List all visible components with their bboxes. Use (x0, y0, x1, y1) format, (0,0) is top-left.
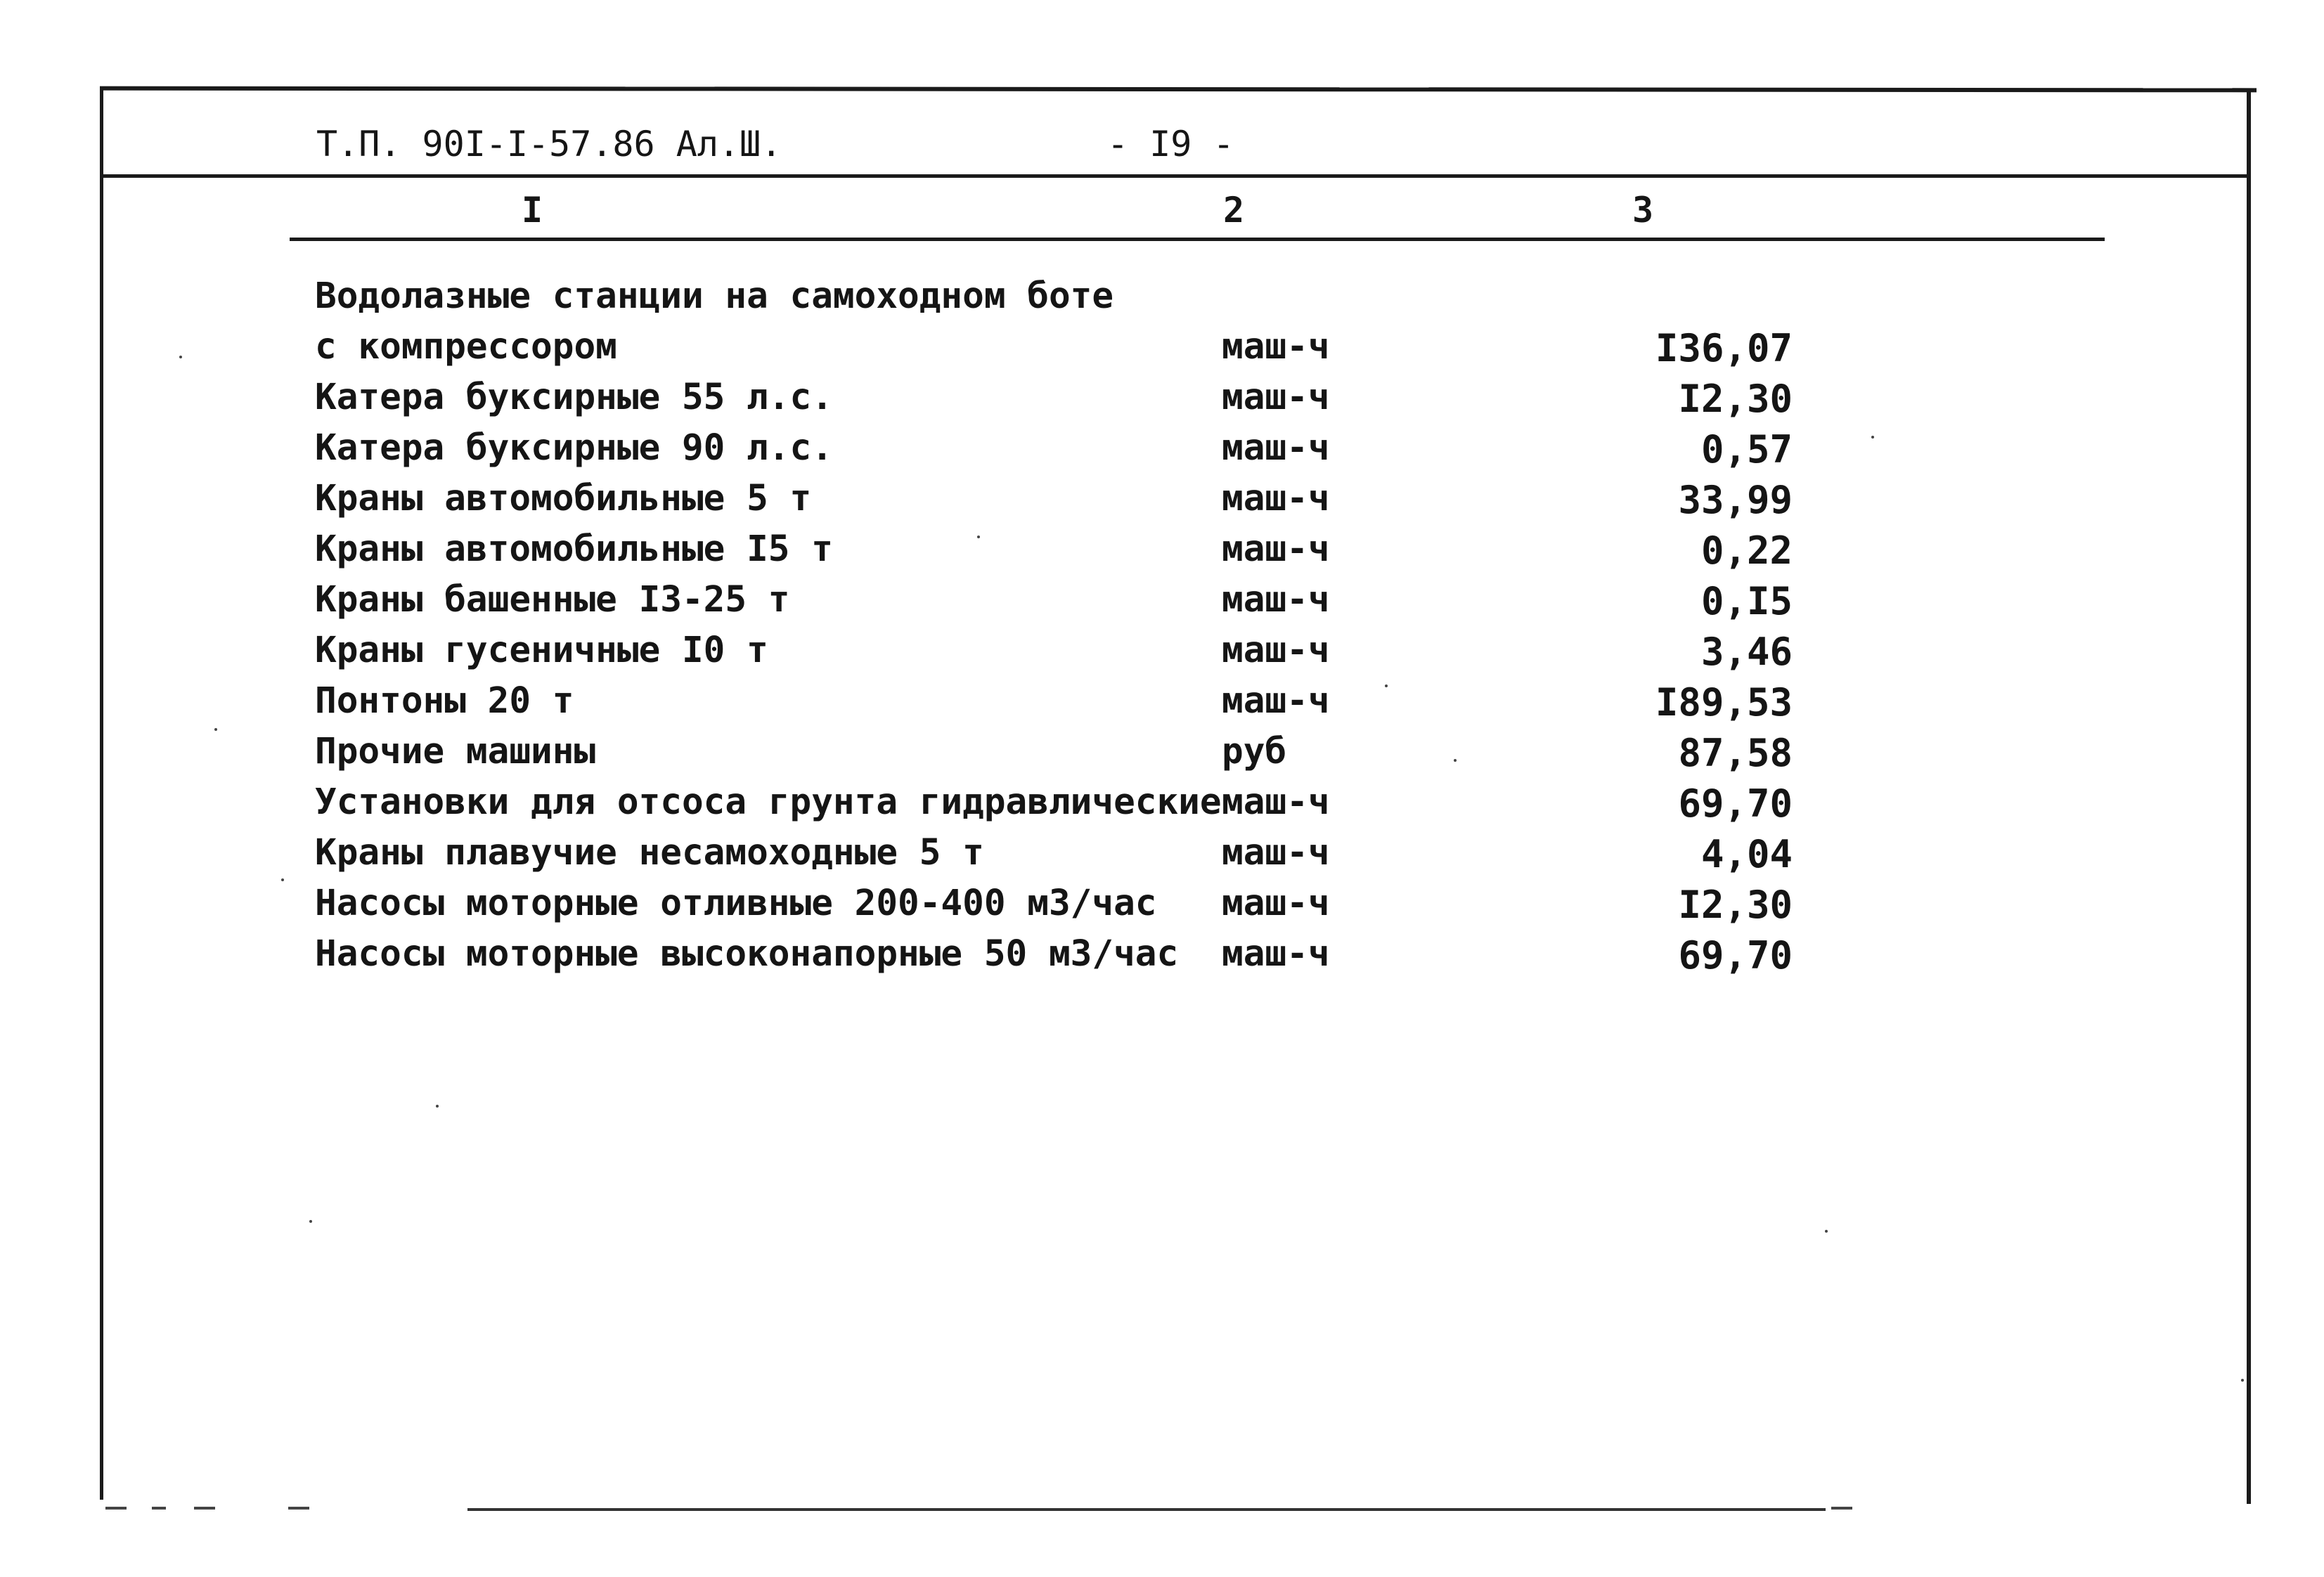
table-row (0, 275, 2324, 326)
scan-speck (179, 356, 182, 358)
row-unit: маш-ч (1222, 377, 1330, 418)
row-unit: маш-ч (1222, 326, 1330, 368)
row-unit: маш-ч (1222, 781, 1330, 823)
row-name: Краны гусеничные I0 т (315, 630, 768, 671)
row-unit: маш-ч (1222, 680, 1330, 722)
row-value: 33,99 (1678, 478, 1793, 522)
row-unit: маш-ч (1222, 528, 1330, 570)
bottom-dash (288, 1507, 309, 1510)
row-unit: маш-ч (1222, 933, 1330, 975)
bottom-dash (1831, 1507, 1852, 1510)
table-row (0, 427, 2324, 478)
column-header-2: 2 (1223, 190, 1245, 231)
row-name: Установки для отсоса грунта гидравлические (315, 781, 1222, 823)
scan-speck (977, 536, 980, 538)
column-header-1: I (522, 190, 543, 231)
row-name: Катера буксирные 90 л.с. (315, 427, 833, 469)
table-row (0, 630, 2324, 680)
table-row (0, 326, 2324, 377)
scan-speck (309, 1220, 312, 1223)
row-name: Насосы моторные высоконапорные 50 м3/час (315, 933, 1179, 975)
row-name: Краны автомобильные 5 т (315, 478, 812, 519)
row-name: с компрессором (315, 326, 617, 368)
table-row (0, 883, 2324, 933)
row-value: I89,53 (1655, 680, 1793, 725)
bottom-dash (105, 1507, 127, 1510)
scan-speck (1825, 1230, 1828, 1233)
row-value: 4,04 (1700, 832, 1793, 876)
row-unit: маш-ч (1222, 579, 1330, 621)
table-row (0, 781, 2324, 832)
table-row (0, 478, 2324, 528)
row-value: 3,46 (1700, 630, 1793, 674)
header-divider (103, 174, 2248, 178)
scan-speck (1385, 684, 1388, 687)
column-header-3: 3 (1632, 190, 1654, 231)
bottom-rule (467, 1508, 1826, 1511)
scan-speck (1871, 436, 1874, 439)
row-unit: руб (1222, 731, 1287, 772)
row-name: Краны башенные I3-25 т (315, 579, 790, 621)
row-value: 69,70 (1678, 933, 1793, 978)
row-name: Краны плавучие несамоходные 5 т (315, 832, 984, 874)
scan-speck (436, 1105, 439, 1108)
row-name: Катера буксирные 55 л.с. (315, 377, 833, 418)
row-unit: маш-ч (1222, 427, 1330, 469)
table-row (0, 731, 2324, 781)
row-value: 0,I5 (1700, 579, 1793, 623)
row-value: I2,30 (1678, 883, 1793, 927)
row-name: Насосы моторные отливные 200-400 м3/час (315, 883, 1157, 924)
scan-speck (281, 878, 284, 881)
scan-speck (1454, 759, 1457, 762)
row-name: Понтоны 20 т (315, 680, 574, 722)
row-name: Водолазные станции на самоходном боте (315, 275, 1114, 317)
table-row (0, 680, 2324, 731)
row-value: 0,22 (1700, 528, 1793, 573)
row-name: Краны автомобильные I5 т (315, 528, 833, 570)
frame-top-border (100, 86, 2257, 93)
row-name: Прочие машины (315, 731, 596, 772)
scan-speck (2241, 1379, 2244, 1382)
scan-speck (214, 728, 217, 731)
document-reference: Т.П. 90I-I-57.86 Ал.Ш. (316, 124, 782, 164)
row-value: I36,07 (1655, 326, 1793, 370)
table-row (0, 528, 2324, 579)
row-unit: маш-ч (1222, 883, 1330, 924)
row-value: I2,30 (1678, 377, 1793, 421)
bottom-dash (194, 1507, 215, 1510)
row-value: 87,58 (1678, 731, 1793, 775)
row-unit: маш-ч (1222, 478, 1330, 519)
page-number: - I9 - (1107, 124, 1234, 164)
table-row (0, 377, 2324, 427)
table-row (0, 832, 2324, 883)
table-row (0, 933, 2324, 984)
row-value: 0,57 (1700, 427, 1793, 472)
table-row (0, 579, 2324, 630)
column-header-divider (290, 238, 2105, 241)
row-value: 69,70 (1678, 781, 1793, 826)
row-unit: маш-ч (1222, 832, 1330, 874)
bottom-dash (152, 1507, 166, 1510)
row-unit: маш-ч (1222, 630, 1330, 671)
